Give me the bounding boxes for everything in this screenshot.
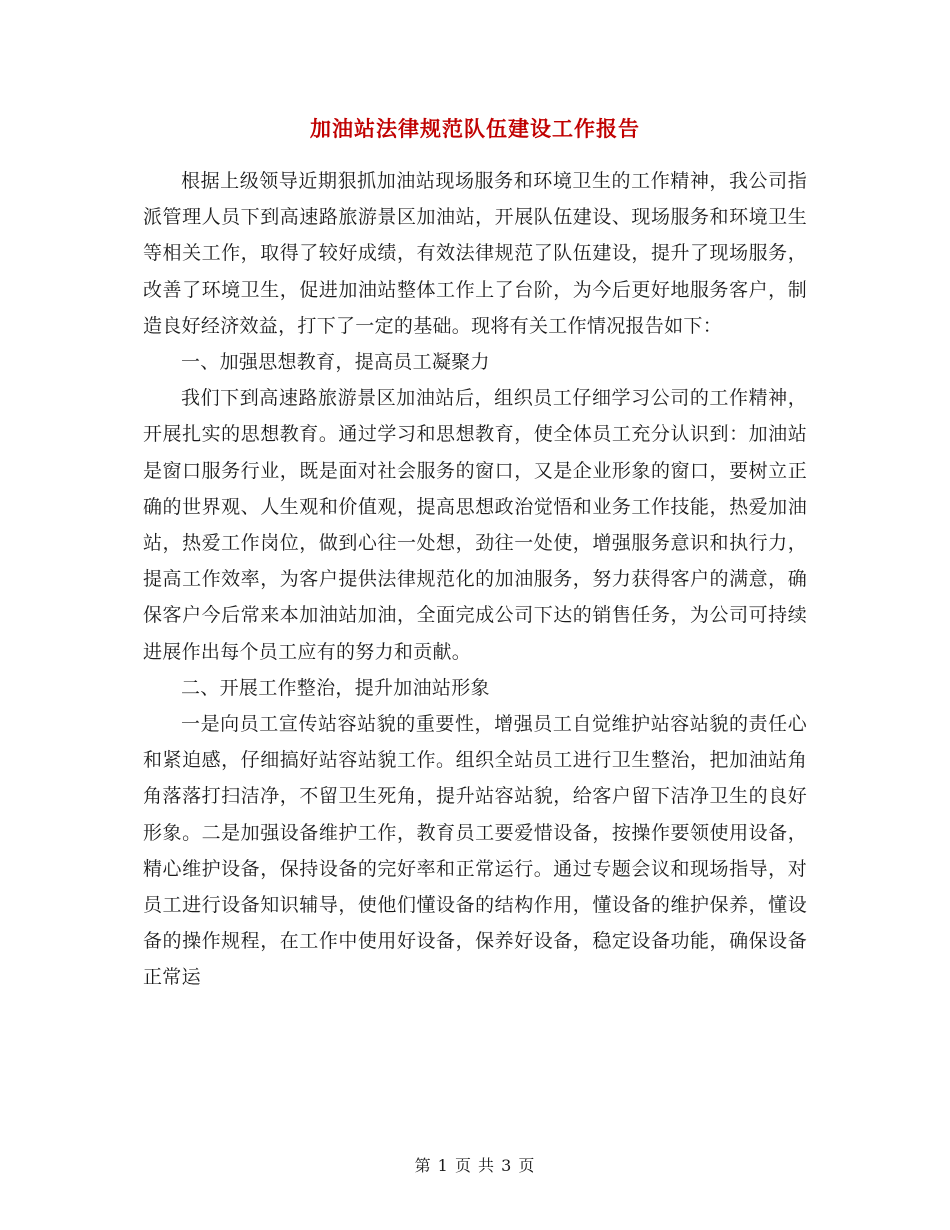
page-number-footer: 第 1 页 共 3 页: [414, 1156, 536, 1175]
intro-paragraph: 根据上级领导近期狠抓加油站现场服务和环境卫生的工作精神，我公司指派管理人员下到高速路旅游景区加油站，开展队伍建设、现场服务和环境卫生等相关工作，取得了较好成绩，有效法律规范了队伍建设，提升了现场服务，改善了环境卫生，促进加油站整体工作上了台阶，为今后更好地服务客户，制造良好经济效益，打下了一定的基础。现将有关工作情况报告如下：: [143, 170, 807, 337]
section-2-paragraph: 一是向员工宣传站容站貌的重要性，增强员工自觉维护站容站貌的责任心和紧迫感，仔细搞好站容站貌工作。组织全站员工进行卫生整治，把加油站角角落落打扫洁净，不留卫生死角，提升站容站貌，给客户留下洁净卫生的良好形象。二是加强设备维护工作，教育员工要爱惜设备，按操作要领使用设备，精心维护设备，保持设备的完好率和正常运行。通过专题会议和现场指导，对员工进行设备知识辅导，使他们懂设备的结构作用，懂设备的维护保养，懂设备的操作规程，在工作中使用好设备，保养好设备，稳定设备功能，确保设备正常运: [143, 713, 807, 989]
section-1-paragraph: 我们下到高速路旅游景区加油站后，组织员工仔细学习公司的工作精神，开展扎实的思想教育。通过学习和思想教育，使全体员工充分认识到：加油站是窗口服务行业，既是面对社会服务的窗口，又是企业形象的窗口，要树立正确的世界观、人生观和价值观，提高思想政治觉悟和业务工作技能，热爱加油站，热爱工作岗位，做到心往一处想，劲往一处使，增强服务意识和执行力，提高工作效率，为客户提供法律规范化的加油服务，努力获得客户的满意，确保客户今后常来本加油站加油，全面完成公司下达的销售任务，为公司可持续进展作出每个员工应有的努力和贡献。: [143, 387, 807, 663]
document-body: [143, 163, 807, 996]
section-heading-2: 二、开展工作整治，提升加油站形象: [181, 676, 490, 699]
document-title: 加油站法律规范队伍建设工作报告: [310, 117, 640, 141]
section-heading-1: 一、加强思想教育，提高员工凝聚力: [181, 351, 490, 374]
